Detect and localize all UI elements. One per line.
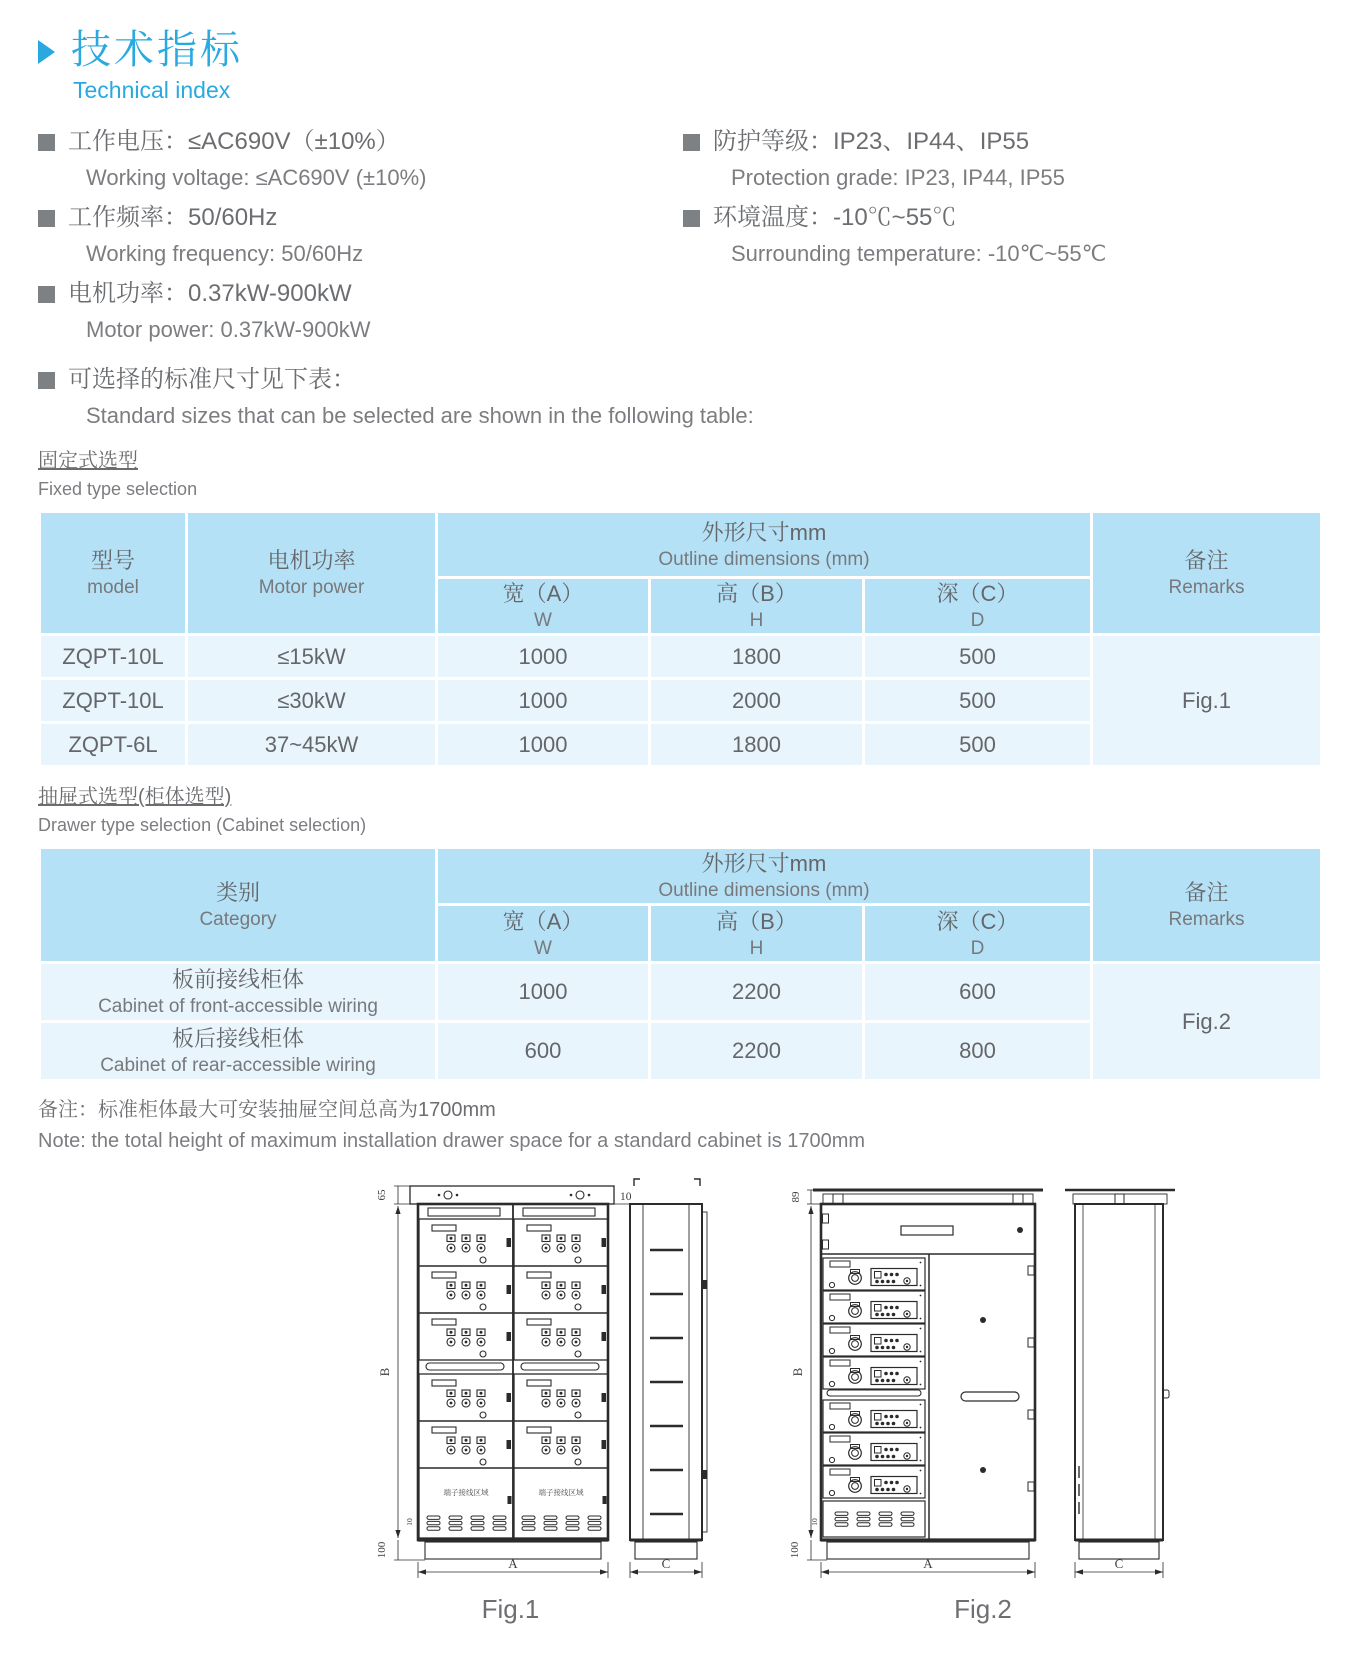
header-power-en: Motor power bbox=[258, 577, 365, 598]
spec-column-left bbox=[38, 124, 683, 352]
spec-item-standard-sizes bbox=[38, 362, 1319, 432]
spec-motor-power-zh: 电机功率：0.37kW-900kW bbox=[68, 280, 352, 307]
dim-label-10-small: 10 bbox=[810, 1518, 819, 1526]
fig2-front-view bbox=[813, 1190, 1043, 1559]
header-width-en: W bbox=[534, 610, 552, 631]
cell-height: 2000 bbox=[650, 679, 864, 723]
spec-motor-power-en: Motor power: 0.37kW-900kW bbox=[86, 317, 371, 342]
col-header-category bbox=[40, 848, 437, 963]
cell-model: ZQPT-10L bbox=[40, 679, 187, 723]
cell-depth: 600 bbox=[864, 963, 1092, 1022]
cell-power: ≤15kW bbox=[187, 635, 437, 679]
cell-height: 1800 bbox=[650, 635, 864, 679]
cell-height: 1800 bbox=[650, 723, 864, 767]
dim-label-A: A bbox=[508, 1556, 518, 1571]
header-model-en: model bbox=[87, 577, 139, 598]
cell-category-en: Cabinet of front-accessible wiring bbox=[98, 996, 378, 1017]
table-row bbox=[40, 963, 1322, 1022]
header-dims-zh: 外形尺寸mm bbox=[701, 851, 827, 876]
header-width-en: W bbox=[534, 937, 552, 959]
cell-power: ≤30kW bbox=[187, 679, 437, 723]
col-header-height bbox=[650, 905, 864, 963]
header-power-zh: 电机功率 bbox=[267, 548, 356, 573]
figure-1 bbox=[368, 1170, 713, 1625]
header-depth-en: D bbox=[970, 937, 985, 959]
fig2-side-view bbox=[1065, 1190, 1175, 1559]
header-remarks-en: Remarks bbox=[1168, 577, 1245, 598]
dim-label-C: C bbox=[661, 1556, 671, 1571]
drawer-type-table bbox=[38, 846, 1323, 1082]
header-model-zh: 型号 bbox=[90, 548, 135, 573]
header-dims-en: Outline dimensions (mm) bbox=[658, 548, 870, 570]
spec-column-right bbox=[683, 124, 1319, 352]
cell-category-zh: 板前接线柜体 bbox=[171, 967, 304, 992]
cell-remarks-fig2: Fig.2 bbox=[1092, 963, 1322, 1081]
figure-2 bbox=[783, 1170, 1183, 1625]
square-bullet-icon bbox=[38, 286, 55, 303]
col-header-depth bbox=[864, 905, 1092, 963]
dim-label-A: A bbox=[923, 1556, 933, 1571]
header-width-zh: 宽（A） bbox=[502, 581, 584, 606]
square-bullet-icon bbox=[38, 210, 55, 227]
spec-item-voltage bbox=[38, 124, 683, 194]
header-category-en: Category bbox=[199, 909, 277, 930]
square-bullet-icon bbox=[38, 372, 55, 389]
header-remarks-en: Remarks bbox=[1168, 909, 1245, 930]
cell-depth: 500 bbox=[864, 679, 1092, 723]
note-block bbox=[38, 1096, 1319, 1156]
header-depth-zh: 深（C） bbox=[936, 908, 1019, 934]
dim-label-10-small: 10 bbox=[405, 1518, 414, 1526]
section-fixed-type bbox=[38, 448, 1319, 501]
cell-power: 37~45kW bbox=[187, 723, 437, 767]
cell-category-en: Cabinet of rear-accessible wiring bbox=[100, 1055, 376, 1076]
spec-item-frequency bbox=[38, 200, 683, 270]
dim-label-10-top: 10 bbox=[620, 1191, 632, 1203]
header-depth-zh: 深（C） bbox=[936, 581, 1019, 606]
header-remarks-zh: 备注 bbox=[1184, 548, 1229, 573]
spec-frequency-zh: 工作频率：50/60Hz bbox=[68, 204, 278, 231]
spec-voltage-en: Working voltage: ≤AC690V (±10%) bbox=[86, 165, 427, 190]
section-fixed-type-zh: 固定式选型 bbox=[38, 450, 138, 472]
cell-width: 1000 bbox=[437, 963, 650, 1022]
fig1-caption: Fig.1 bbox=[481, 1594, 540, 1624]
dim-label-89: 89 bbox=[790, 1191, 802, 1203]
dim-label-C: C bbox=[1114, 1556, 1124, 1571]
figures-area bbox=[38, 1170, 1319, 1625]
col-header-width bbox=[437, 905, 650, 963]
spec-item-temperature bbox=[683, 200, 1319, 270]
fig1-front-view bbox=[410, 1186, 614, 1559]
cell-width: 1000 bbox=[437, 679, 650, 723]
col-header-height bbox=[650, 578, 864, 635]
col-header-depth bbox=[864, 578, 1092, 635]
dim-label-100: 100 bbox=[789, 1541, 801, 1559]
col-header-remarks bbox=[1092, 848, 1322, 963]
section-drawer-type-en: Drawer type selection (Cabinet selection) bbox=[38, 815, 367, 835]
section-fixed-type-en: Fixed type selection bbox=[38, 479, 198, 499]
dim-label-100: 100 bbox=[376, 1541, 388, 1559]
cell-remarks-fig1: Fig.1 bbox=[1092, 635, 1322, 767]
spec-frequency-en: Working frequency: 50/60Hz bbox=[86, 241, 364, 266]
header-depth-en: D bbox=[970, 610, 985, 631]
dim-label-B: B bbox=[790, 1367, 805, 1377]
header-height-en: H bbox=[749, 937, 764, 959]
header-height-en: H bbox=[749, 610, 764, 631]
square-bullet-icon bbox=[683, 134, 700, 151]
col-header-remarks bbox=[1092, 512, 1322, 635]
fig1-side-view bbox=[630, 1179, 708, 1559]
note-zh: 备注：标准柜体最大可安装抽屉空间总高为1700mm bbox=[38, 1099, 496, 1121]
col-header-motor-power bbox=[187, 512, 437, 635]
cell-width: 600 bbox=[437, 1022, 650, 1081]
cell-category-front-wiring bbox=[40, 963, 437, 1022]
cell-height: 2200 bbox=[650, 1022, 864, 1081]
spec-item-protection bbox=[683, 124, 1319, 194]
cell-depth: 800 bbox=[864, 1022, 1092, 1081]
fig2-drawing bbox=[783, 1170, 1183, 1582]
section-drawer-type-zh: 抽屉式选型(柜体选型) bbox=[38, 786, 232, 808]
fig2-dimensions bbox=[789, 1190, 1163, 1578]
square-bullet-icon bbox=[38, 134, 55, 151]
fig1-drawing: 端子接线区域 65 B 10 100 10 A C bbox=[368, 1170, 713, 1582]
square-bullet-icon bbox=[683, 210, 700, 227]
col-header-width bbox=[437, 578, 650, 635]
cell-width: 1000 bbox=[437, 635, 650, 679]
spec-protection-zh: 防护等级：IP23、IP44、IP55 bbox=[713, 128, 1030, 155]
section-drawer-type bbox=[38, 784, 1319, 837]
cell-model: ZQPT-6L bbox=[40, 723, 187, 767]
header-remarks-zh: 备注 bbox=[1184, 880, 1229, 905]
page-subtitle: Technical index bbox=[73, 77, 231, 103]
page-title: 技术指标 bbox=[71, 28, 243, 72]
cell-depth: 500 bbox=[864, 635, 1092, 679]
spec-item-motor-power bbox=[38, 276, 683, 346]
spec-temperature-zh: 环境温度：-10℃~55℃ bbox=[713, 204, 957, 231]
spec-protection-en: Protection grade: IP23, IP44, IP55 bbox=[731, 165, 1065, 190]
header-dims-zh: 外形尺寸mm bbox=[701, 519, 827, 545]
spec-voltage-zh: 工作电压：≤AC690V（±10%） bbox=[68, 128, 400, 155]
header-width-zh: 宽（A） bbox=[502, 908, 584, 934]
note-en: Note: the total height of maximum installation drawer space for a standard cabinet is 1700mm bbox=[38, 1130, 866, 1152]
col-header-outline-dimensions bbox=[437, 848, 1092, 905]
cell-model: ZQPT-10L bbox=[40, 635, 187, 679]
fig2-caption: Fig.2 bbox=[954, 1594, 1012, 1624]
table-row bbox=[40, 635, 1322, 679]
fixed-type-table bbox=[38, 510, 1323, 768]
spec-standard-sizes-zh: 可选择的标准尺寸见下表： bbox=[68, 366, 356, 393]
col-header-outline-dimensions bbox=[437, 512, 1092, 578]
cell-category-zh: 板后接线柜体 bbox=[171, 1026, 304, 1051]
dim-label-B: B bbox=[377, 1367, 392, 1377]
header-height-zh: 高（B） bbox=[716, 908, 797, 934]
page-header bbox=[38, 26, 1319, 74]
header-category-zh: 类别 bbox=[215, 880, 260, 905]
cell-depth: 500 bbox=[864, 723, 1092, 767]
header-height-zh: 高（B） bbox=[716, 581, 797, 606]
cell-category-rear-wiring bbox=[40, 1022, 437, 1081]
spec-standard-sizes-en: Standard sizes that can be selected are shown in the following table: bbox=[86, 403, 754, 428]
col-header-model bbox=[40, 512, 187, 635]
cell-height: 2200 bbox=[650, 963, 864, 1022]
dim-label-65: 65 bbox=[376, 1189, 388, 1201]
arrow-right-icon bbox=[38, 40, 55, 64]
spec-list bbox=[38, 124, 1319, 352]
header-dims-en: Outline dimensions (mm) bbox=[658, 880, 870, 901]
cell-width: 1000 bbox=[437, 723, 650, 767]
spec-temperature-en: Surrounding temperature: -10℃~55℃ bbox=[731, 241, 1107, 266]
